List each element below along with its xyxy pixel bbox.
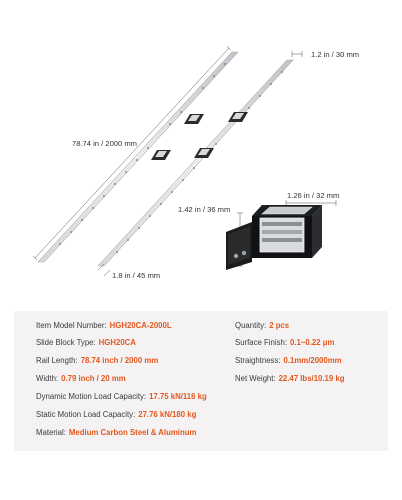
rail-length-label: 78.74 in / 2000 mm [72,139,138,148]
slide-block-icon [228,112,248,122]
slide-block-icon [194,148,214,158]
slide-block-closeup [226,205,322,270]
spec-block-type: Slide Block Type: HGH20CA [36,338,136,347]
spec-panel [14,311,388,451]
slide-block-icon [151,150,171,160]
spec-quantity: Quantity: 2 pcs [235,321,290,330]
spec-rail-length: Rail Length: 78.74 inch / 2000 mm [36,356,159,365]
spec-net-weight: Net Weight: 22.47 lbs/10.19 kg [235,374,345,383]
spec-static-load: Static Motion Load Capacity: 27.76 kN/180 kg [36,410,197,419]
slide-block-icon [184,114,204,124]
spec-width: Width: 0.79 inch / 20 mm [36,374,126,383]
spec-straightness: Straightness: 0.1mm/2000mm [235,356,342,365]
block-spacing-label: 1.8 in / 45 mm [112,271,161,280]
block-width-label: 1.26 in / 32 mm [287,191,340,200]
block-height-label: 1.42 in / 36 mm [178,205,231,214]
spec-surface-finish: Surface Finish: 0.1~0.22 μm [235,338,335,347]
spec-material: Material: Medium Carbon Steel & Aluminum [36,428,197,437]
spec-model: Item Model Number: HGH20CA-2000L [36,321,172,330]
spec-dynamic-load: Dynamic Motion Load Capacity: 17.75 kN/116 kg [36,392,207,401]
rail-width-label: 1.2 in / 30 mm [311,50,360,59]
